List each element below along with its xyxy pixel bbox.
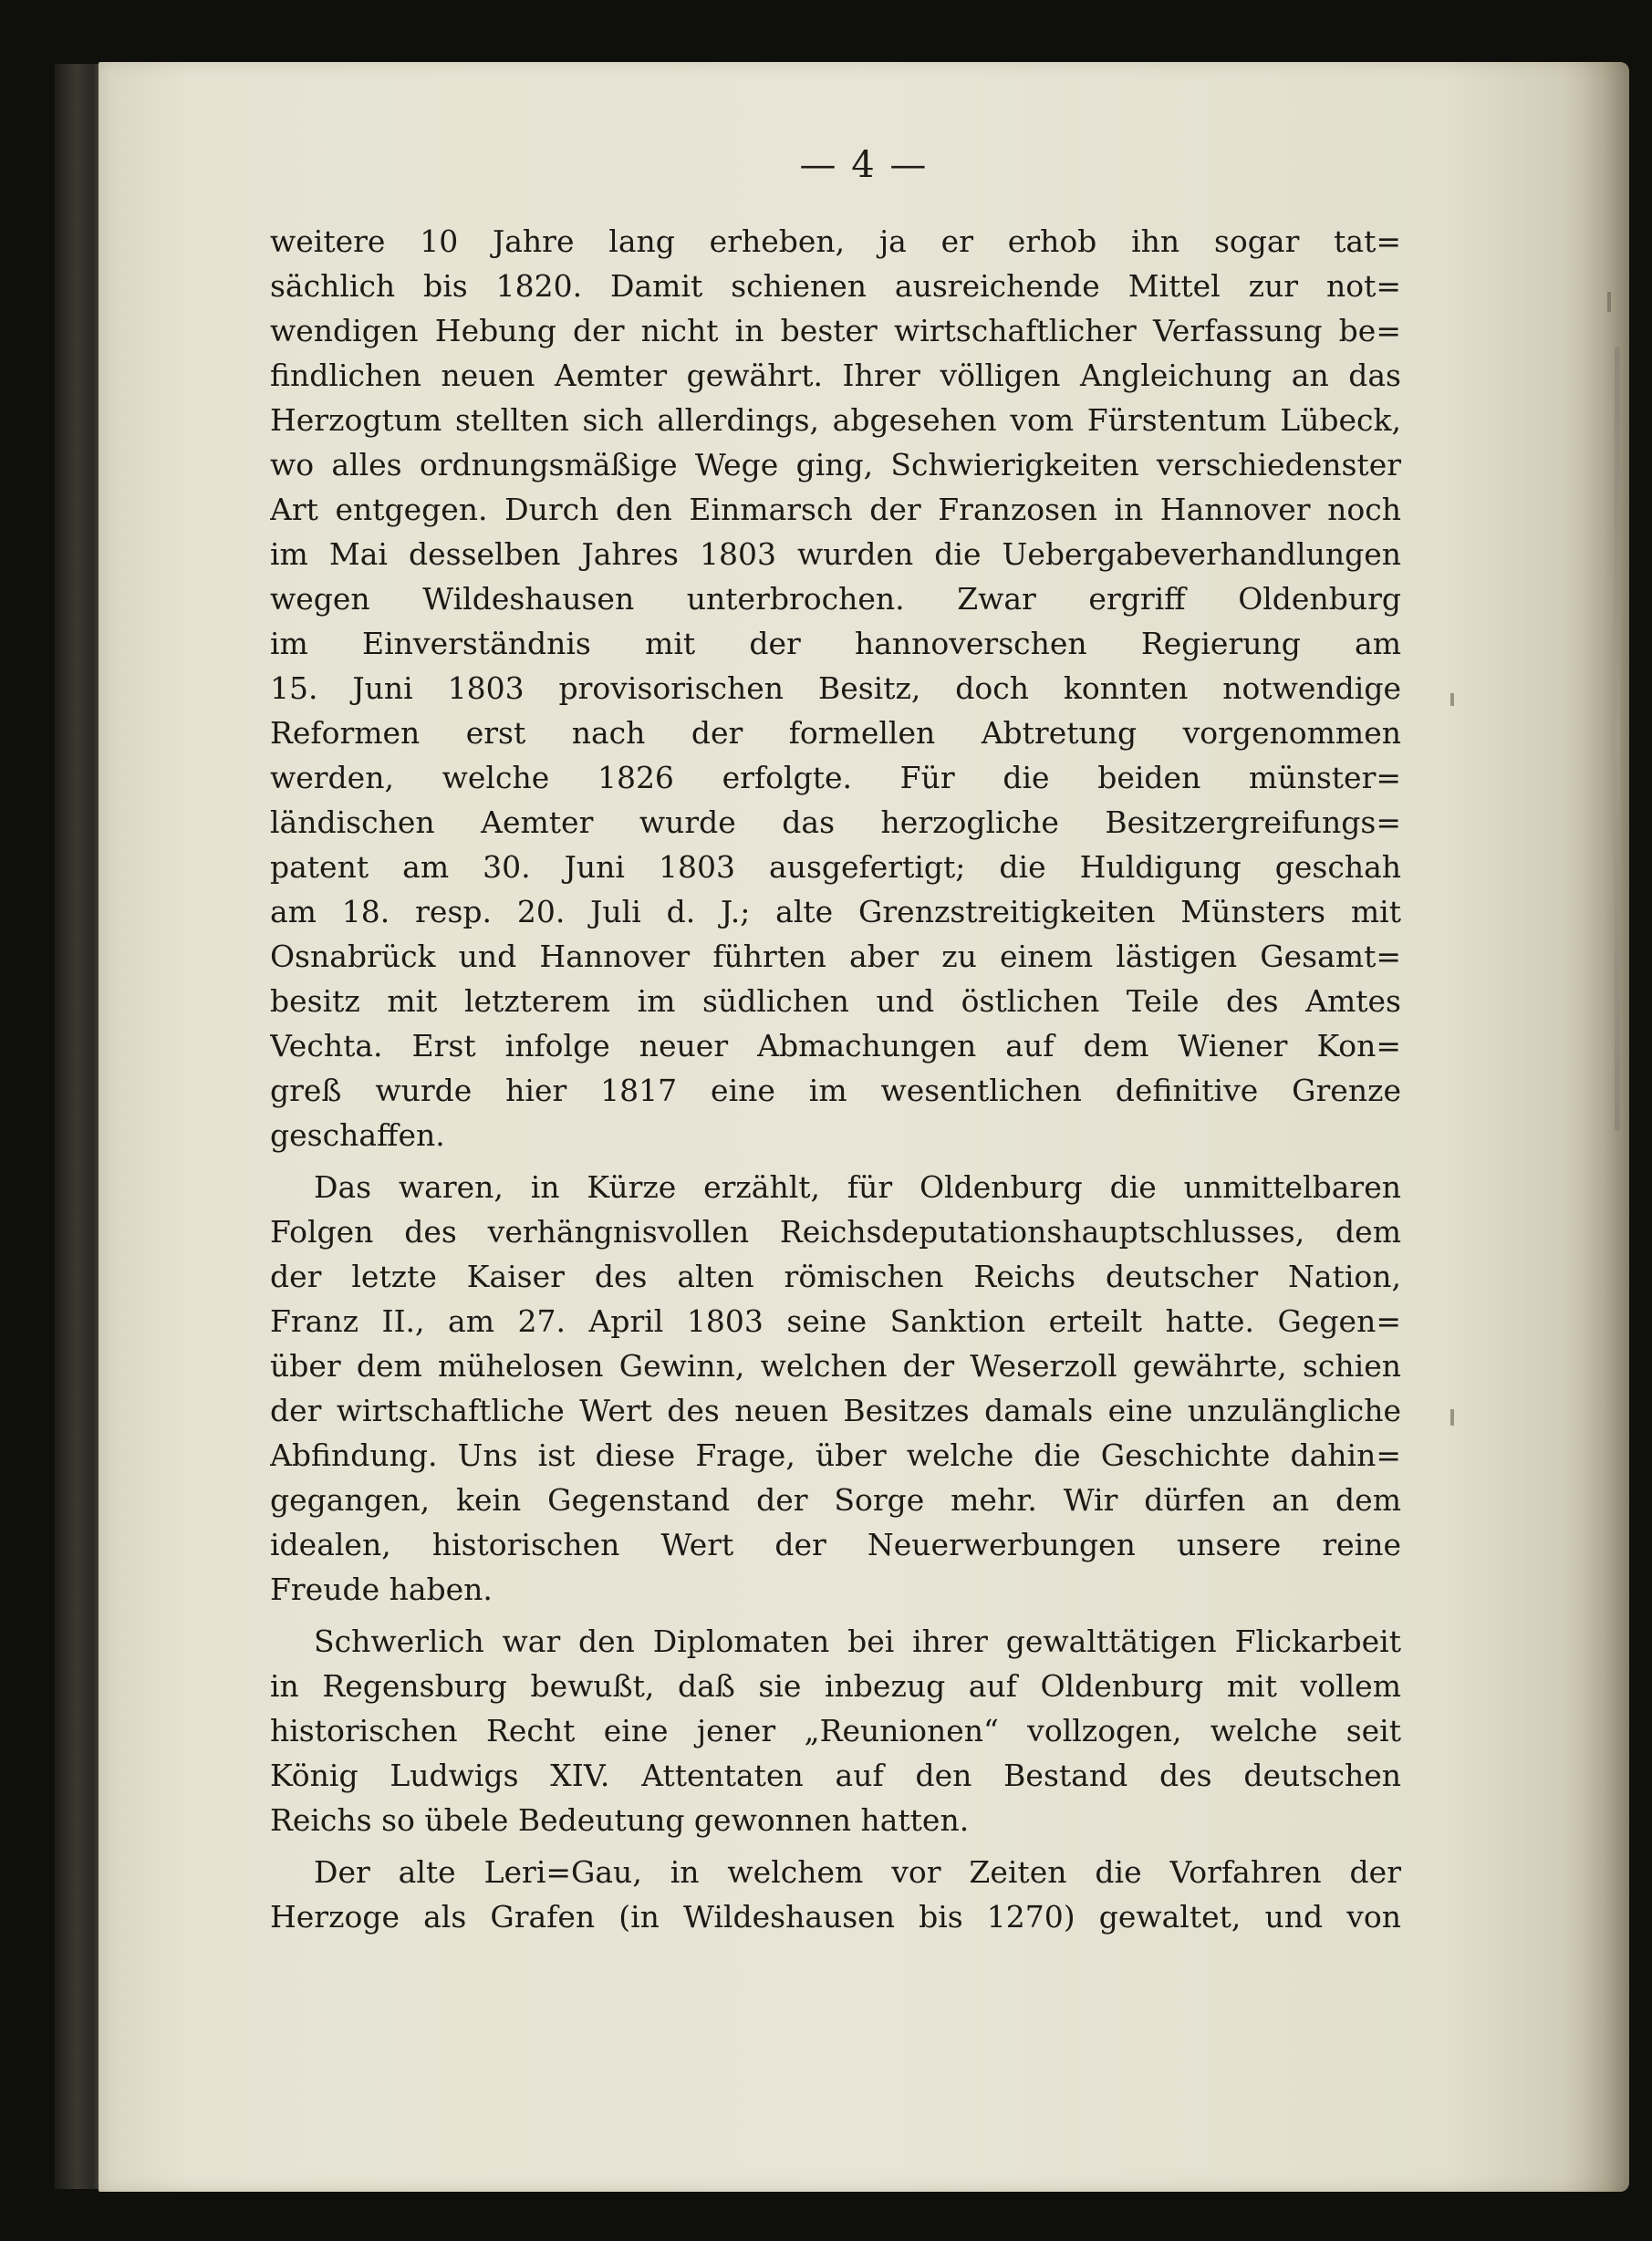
text-line: 15. Juni 1803 provisorischen Besitz, doch konnten notwendige	[270, 670, 1401, 706]
text-line: Osnabrück und Hannover führten aber zu einem lästigen Gesamt=	[270, 939, 1401, 974]
text-line: idealen, historischen Wert der Neuerwerbungen unsere reine	[270, 1527, 1401, 1562]
text-line: gegangen, kein Gegenstand der Sorge mehr. Wir dürfen an dem	[270, 1482, 1401, 1518]
text-line: wendigen Hebung der nicht in bester wirtschaftlicher Verfassung be=	[270, 313, 1401, 348]
text-line: besitz mit letzterem im südlichen und östlichen Teile des Amtes	[270, 983, 1401, 1019]
margin-mark	[1450, 1409, 1454, 1426]
text-line: Freude haben.	[270, 1572, 493, 1607]
text-line: Herzoge als Grafen (in Wildeshausen bis 1270) gewaltet, und von	[270, 1899, 1401, 1935]
text-line: Franz II., am 27. April 1803 seine Sanktion erteilt hatte. Gegen=	[270, 1303, 1401, 1339]
text-line: sächlich bis 1820. Damit schienen ausreichende Mittel zur not=	[270, 268, 1401, 304]
text-line: Der alte Leri=Gau, in welchem vor Zeiten die Vorfahren der	[314, 1854, 1401, 1890]
text-line: der letzte Kaiser des alten römischen Reichs deutscher Nation,	[270, 1259, 1401, 1294]
text-line: wo alles ordnungsmäßige Wege ging, Schwierigkeiten verschiedenster	[270, 447, 1401, 482]
text-line: Folgen des verhängnisvollen Reichsdeputationshauptschlusses, dem	[270, 1214, 1401, 1250]
body-text	[270, 219, 1401, 1939]
text-line: werden, welche 1826 erfolgte. Für die beiden münster=	[270, 760, 1401, 795]
text-line: Abfindung. Uns ist diese Frage, über welche die Geschichte dahin=	[270, 1437, 1401, 1473]
text-line: Das waren, in Kürze erzählt, für Oldenburg die unmittelbaren	[314, 1169, 1401, 1205]
text-line: am 18. resp. 20. Juli d. J.; alte Grenzstreitigkeiten Münsters mit	[270, 894, 1401, 929]
text-line: in Regensburg bewußt, daß sie inbezug auf Oldenburg mit vollem	[270, 1668, 1401, 1704]
text-line: patent am 30. Juni 1803 ausgefertigt; die Huldigung geschah	[270, 849, 1401, 885]
text-line: über dem mühelosen Gewinn, welchen der Weserzoll gewährte, schien	[270, 1348, 1401, 1384]
paragraph-gap	[270, 1157, 1401, 1165]
binding-thread	[1615, 347, 1620, 1131]
paragraph-gap	[270, 1842, 1401, 1850]
text-line: findlichen neuen Aemter gewährt. Ihrer völligen Angleichung an das	[270, 358, 1401, 393]
text-line: König Ludwigs XIV. Attentaten auf den Bestand des deutschen	[270, 1758, 1401, 1793]
text-line: Schwerlich war den Diplomaten bei ihrer gewalttätigen Flickarbeit	[314, 1624, 1401, 1659]
text-line: historischen Recht eine jener „Reunionen“ vollzogen, welche seit	[270, 1713, 1401, 1748]
page-number: — 4 —	[799, 144, 929, 186]
text-line: geschaffen.	[270, 1117, 445, 1153]
text-line: Reichs so übele Bedeutung gewonnen hatten.	[270, 1802, 970, 1838]
paragraph-gap	[270, 1612, 1401, 1619]
text-line: der wirtschaftliche Wert des neuen Besitzes damals eine unzulängliche	[270, 1393, 1401, 1428]
text-line: Reformen erst nach der formellen Abtretung vorgenommen	[270, 715, 1401, 751]
text-line: Vechta. Erst infolge neuer Abmachungen auf dem Wiener Kon=	[270, 1028, 1401, 1063]
text-line: wegen Wildeshausen unterbrochen. Zwar ergriff Oldenburg	[270, 581, 1401, 617]
text-line: Herzogtum stellten sich allerdings, abgesehen vom Fürstentum Lübeck,	[270, 402, 1401, 438]
text-line: im Mai desselben Jahres 1803 wurden die Uebergabeverhandlungen	[270, 536, 1401, 572]
text-line: im Einverständnis mit der hannoverschen Regierung am	[270, 626, 1401, 661]
text-line: greß wurde hier 1817 eine im wesentlichen definitive Grenze	[270, 1073, 1401, 1108]
text-line: Art entgegen. Durch den Einmarsch der Franzosen in Hannover noch	[270, 492, 1401, 527]
text-line: ländischen Aemter wurde das herzogliche Besitzergreifungs=	[270, 804, 1401, 840]
margin-mark	[1450, 693, 1454, 706]
text-line: weitere 10 Jahre lang erheben, ja er erhob ihn sogar tat=	[270, 223, 1401, 259]
margin-mark	[1607, 292, 1611, 312]
